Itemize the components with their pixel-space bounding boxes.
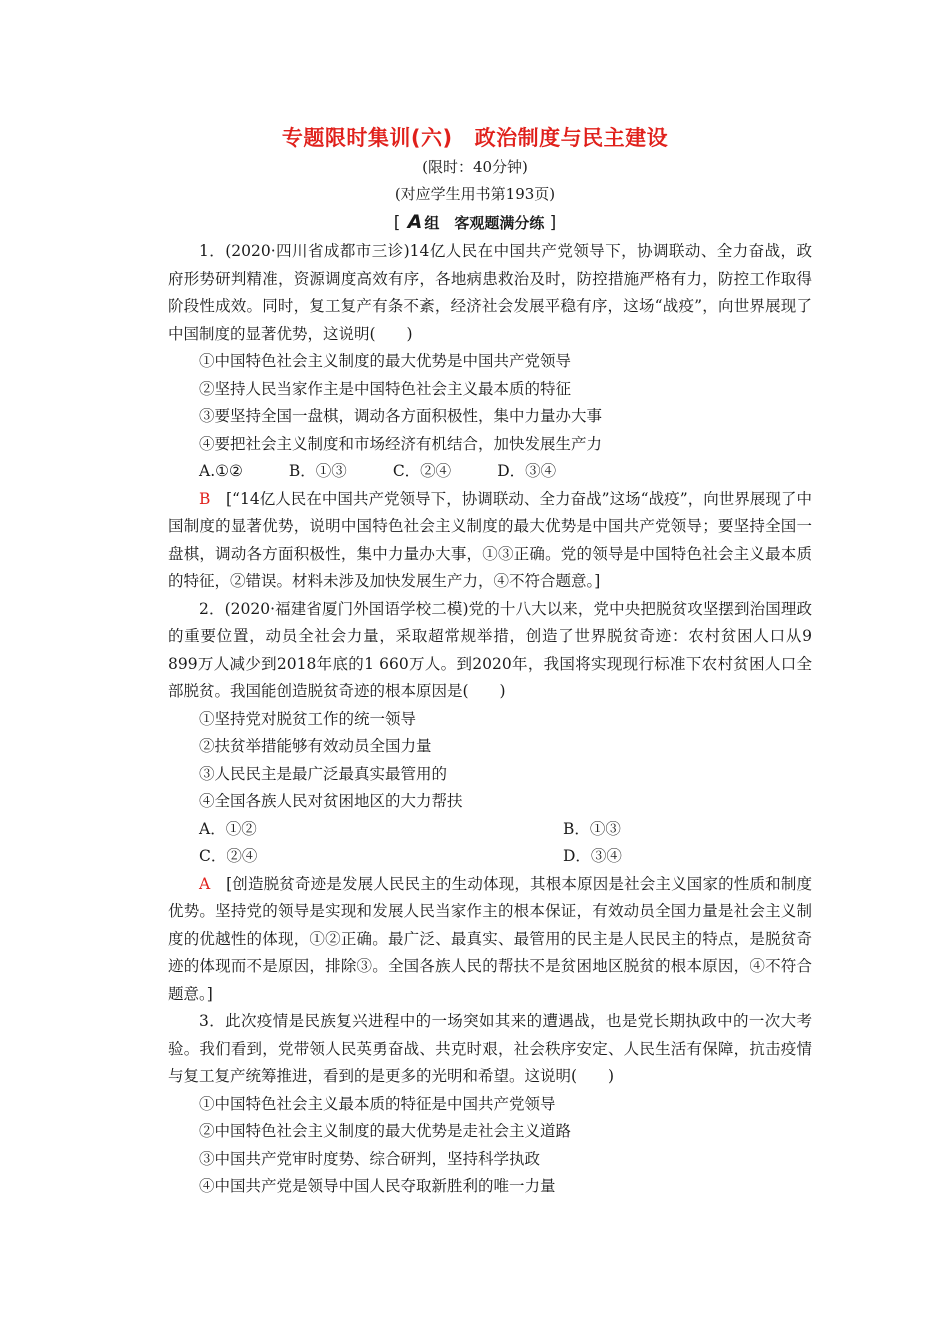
choice-c: C．②④: [392, 462, 452, 480]
title-series: 专题限时集训(六): [281, 126, 453, 150]
choice-b: B．①③: [288, 462, 347, 480]
section-heading: [0, 211, 950, 233]
choice-d: D．③④: [497, 462, 557, 480]
choice-d: D．③④: [563, 847, 622, 865]
question-1-answer: B: [199, 489, 211, 508]
question-2-explanation: [168, 871, 812, 1009]
question-3-item: ①中国特色社会主义最本质的特征是中国共产党领导: [199, 1094, 556, 1113]
bracket-open: [: [393, 213, 401, 233]
choice-c: C．②④: [199, 847, 258, 865]
explanation-text: [“14亿人民在中国共产党领导下，协调联动、全力奋战”这场“战疫”，向世界展现了中国制度的显著优势，说明中国特色社会主义制度的最大优势是中国共产党领导；要坚持全国一盘棋，调动各方面积极性，集中力量办大事，①③正确。党的领导是中国特色社会主义最本质的特征，②错误。材料未涉及加快发展生产力，④不符合题意。]: [168, 489, 812, 590]
question-3-item: ②中国特色社会主义制度的最大优势是走社会主义道路: [199, 1122, 572, 1140]
question-2-choices: [168, 816, 812, 871]
choice-a: A．①②: [199, 819, 257, 838]
question-1-item: ④要把社会主义制度和市场经济有机结合，加快发展生产力: [199, 434, 603, 453]
explanation-text: [创造脱贫奇迹是发展人民民主的生动体现，其根本原因是社会主义国家的性质和制度优势。坚持党的领导是实现和发展人民当家作主的根本保证，有效动员全国力量是社会主义制度的优越性的体现，①②正确。最广泛、最真实、最管用的民主是人民民主的特点，是脱贫奇迹的体现而不是原因，排除③。全国各族人民的帮扶不是贫困地区脱贫的根本原因，④不符合题意。]: [168, 874, 812, 1003]
question-3-stem: 3．此次疫情是民族复兴进程中的一场突如其来的遭遇战，也是党长期执政中的一次大考验。我们看到，党带领人民英勇奋战、共克时艰，社会秩序安定、人民生活有保障，抗击疫情与复工复产统筹推进，看到的是更多的光明和希望。这说明( ): [168, 1012, 812, 1085]
question-2-item: ②扶贫举措能够有效动员全国力量: [199, 737, 432, 755]
bracket-close: ]: [549, 213, 557, 233]
question-1-choices: [168, 458, 812, 486]
title-topic: 政治制度与民主建设: [474, 126, 669, 150]
question-1-item: ①中国特色社会主义制度的最大优势是中国共产党领导: [199, 352, 572, 370]
choice-b: B．①③: [563, 819, 621, 838]
question-3-item: ④中国共产党是领导中国人民夺取新胜利的唯一力量: [199, 1177, 556, 1195]
group-label: 组 客观题满分练: [424, 214, 545, 232]
choice-a: A.①②: [199, 462, 243, 480]
question-1-item: ②坚持人民当家作主是中国特色社会主义最本质的特征: [199, 379, 572, 398]
question-2-item: ④全国各族人民对贫困地区的大力帮扶: [199, 792, 463, 810]
question-list: [168, 238, 812, 1201]
question-3-item: ③中国共产党审时度势、综合研判，坚持科学执政: [199, 1149, 541, 1168]
question-1-explanation: [168, 486, 812, 596]
page-title: [0, 122, 950, 152]
question-1-item: ③要坚持全国一盘棋，调动各方面积极性，集中力量办大事: [199, 407, 603, 425]
group-letter: A: [407, 211, 423, 233]
time-limit: (限时：40分钟): [422, 158, 528, 176]
question-2-item: ③人民民主是最广泛最真实最管用的: [199, 764, 448, 783]
question-2-answer: A: [199, 874, 211, 893]
book-reference: (对应学生用书第193页): [394, 185, 556, 203]
question-2-item: ①坚持党对脱贫工作的统一领导: [199, 709, 417, 728]
question-2-stem: 2．(2020·福建省厦门外国语学校二模)党的十八大以来，党中央把脱贫攻坚摆到治国理政的重要位置，动员全社会力量，采取超常规举措，创造了世界脱贫奇迹：农村贫困人口从9 899万人减少到2018年底的1 660万人。到2020年，我国将实现现行标准下农村贫困人口全部脱贫。我国能创造脱贫奇迹的根本原因是( ): [168, 599, 812, 700]
question-1-stem: 1．(2020·四川省成都市三诊)14亿人民在中国共产党领导下，协调联动、全力奋战，政府形势研判精准，资源调度高效有序，各地病患救治及时，防控措施严格有力，防控工作取得阶段性成效。同时，复工复产有条不紊，经济社会发展平稳有序，这场“战疫”，向世界展现了中国制度的显著优势，这说明( ): [168, 242, 812, 343]
